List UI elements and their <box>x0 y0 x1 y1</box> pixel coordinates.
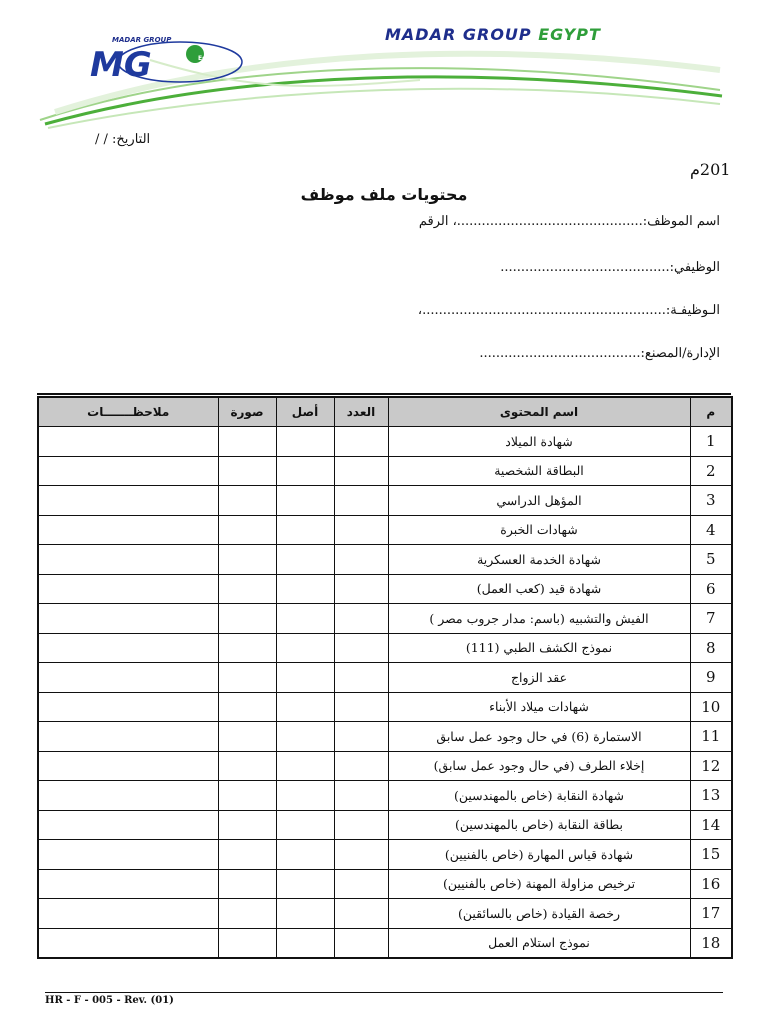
row-notes-cell[interactable] <box>38 456 218 486</box>
table-row <box>38 486 732 516</box>
employee-name-field[interactable]: اسم الموظف:.............................................، الرقم <box>418 214 720 229</box>
row-content-name: الفيش والتشبيه (باسم: مدار جروب مصر ) <box>388 604 690 634</box>
row-notes-cell[interactable] <box>38 928 218 958</box>
row-index: 11 <box>690 722 732 752</box>
row-original-cell[interactable] <box>276 663 334 693</box>
row-index: 1 <box>690 427 732 457</box>
job-field[interactable]: الـوظيفـة:...........................................................، <box>417 303 720 318</box>
row-index: 3 <box>690 486 732 516</box>
row-count-cell[interactable] <box>334 781 388 811</box>
row-original-cell[interactable] <box>276 751 334 781</box>
row-copy-cell[interactable] <box>218 928 276 958</box>
row-count-cell[interactable] <box>334 574 388 604</box>
row-notes-cell[interactable] <box>38 781 218 811</box>
row-copy-cell[interactable] <box>218 545 276 575</box>
company-name <box>385 25 601 44</box>
row-index: 6 <box>690 574 732 604</box>
col-header-content-name: اسم المحتوى <box>388 397 690 427</box>
row-original-cell[interactable] <box>276 810 334 840</box>
year-field: 201م <box>690 160 731 179</box>
row-original-cell[interactable] <box>276 574 334 604</box>
row-content-name: إخلاء الطرف (في حال وجود عمل سابق) <box>388 751 690 781</box>
row-count-cell[interactable] <box>334 486 388 516</box>
row-content-name: شهادة الخدمة العسكرية <box>388 545 690 575</box>
col-header-copy: صورة <box>218 397 276 427</box>
table-row <box>38 751 732 781</box>
row-count-cell[interactable] <box>334 456 388 486</box>
row-copy-cell[interactable] <box>218 722 276 752</box>
svg-text:Egypt: Egypt <box>198 55 218 62</box>
page-title: محتويات ملف موظف <box>300 185 468 204</box>
row-original-cell[interactable] <box>276 633 334 663</box>
row-content-name: شهادة النقابة (خاص بالمهندسين) <box>388 781 690 811</box>
table-top-rule <box>37 393 731 395</box>
row-index: 9 <box>690 663 732 693</box>
row-original-cell[interactable] <box>276 869 334 899</box>
table-row <box>38 810 732 840</box>
row-original-cell[interactable] <box>276 899 334 929</box>
table-row <box>38 722 732 752</box>
row-content-name: شهادة الميلاد <box>388 427 690 457</box>
row-count-cell[interactable] <box>334 545 388 575</box>
table-row <box>38 633 732 663</box>
row-index: 16 <box>690 869 732 899</box>
table-row <box>38 781 732 811</box>
row-original-cell[interactable] <box>276 781 334 811</box>
row-count-cell[interactable] <box>334 928 388 958</box>
letterhead <box>0 0 768 135</box>
row-original-cell[interactable] <box>276 486 334 516</box>
row-index: 5 <box>690 545 732 575</box>
row-count-cell[interactable] <box>334 604 388 634</box>
row-count-cell[interactable] <box>334 692 388 722</box>
row-count-cell[interactable] <box>334 751 388 781</box>
row-copy-cell[interactable] <box>218 899 276 929</box>
row-content-name: شهادات الخبرة <box>388 515 690 545</box>
row-count-cell[interactable] <box>334 869 388 899</box>
row-original-cell[interactable] <box>276 515 334 545</box>
row-copy-cell[interactable] <box>218 633 276 663</box>
table-row <box>38 427 732 457</box>
row-original-cell[interactable] <box>276 427 334 457</box>
table-row <box>38 869 732 899</box>
row-content-name: عقد الزواج <box>388 663 690 693</box>
row-original-cell[interactable] <box>276 928 334 958</box>
row-original-cell[interactable] <box>276 692 334 722</box>
table-row <box>38 840 732 870</box>
row-content-name: المؤهل الدراسي <box>388 486 690 516</box>
row-content-name: نموذج استلام العمل <box>388 928 690 958</box>
row-notes-cell[interactable] <box>38 840 218 870</box>
row-index: 4 <box>690 515 732 545</box>
row-count-cell[interactable] <box>334 633 388 663</box>
date-line: التاريخ: / / <box>95 132 151 147</box>
row-copy-cell[interactable] <box>218 751 276 781</box>
row-content-name: نموذج الكشف الطبي (111) <box>388 633 690 663</box>
row-copy-cell[interactable] <box>218 810 276 840</box>
table-header-row <box>38 397 732 427</box>
col-header-count: العدد <box>334 397 388 427</box>
row-content-name: البطاقة الشخصية <box>388 456 690 486</box>
row-index: 8 <box>690 633 732 663</box>
table-row <box>38 456 732 486</box>
row-copy-cell[interactable] <box>218 840 276 870</box>
row-original-cell[interactable] <box>276 840 334 870</box>
row-index: 10 <box>690 692 732 722</box>
row-notes-cell[interactable] <box>38 810 218 840</box>
form-code: HR - F - 005 - Rev. (01) <box>45 995 174 1006</box>
row-copy-cell[interactable] <box>218 604 276 634</box>
row-index: 13 <box>690 781 732 811</box>
table-row <box>38 574 732 604</box>
row-copy-cell[interactable] <box>218 486 276 516</box>
table-row <box>38 692 732 722</box>
row-notes-cell[interactable] <box>38 751 218 781</box>
row-content-name: شهادة قياس المهارة (خاص بالفنيين) <box>388 840 690 870</box>
row-content-name: شهادة قيد (كعب العمل) <box>388 574 690 604</box>
col-header-notes: ملاحظـــــــات <box>38 397 218 427</box>
table-row <box>38 604 732 634</box>
row-copy-cell[interactable] <box>218 663 276 693</box>
row-copy-cell[interactable] <box>218 515 276 545</box>
table-row <box>38 899 732 929</box>
svg-text:MG: MG <box>90 45 152 85</box>
row-notes-cell[interactable] <box>38 869 218 899</box>
row-notes-cell[interactable] <box>38 427 218 457</box>
row-notes-cell[interactable] <box>38 545 218 575</box>
row-content-name: شهادات ميلاد الأبناء <box>388 692 690 722</box>
col-header-index: م <box>690 397 732 427</box>
row-index: 14 <box>690 810 732 840</box>
row-index: 12 <box>690 751 732 781</box>
row-count-cell[interactable] <box>334 663 388 693</box>
row-count-cell[interactable] <box>334 515 388 545</box>
row-notes-cell[interactable] <box>38 692 218 722</box>
row-notes-cell[interactable] <box>38 574 218 604</box>
row-original-cell[interactable] <box>276 722 334 752</box>
row-index: 15 <box>690 840 732 870</box>
table-row <box>38 928 732 958</box>
row-count-cell[interactable] <box>334 427 388 457</box>
job-number-field[interactable]: الوظيفي:......................................... <box>500 260 720 275</box>
department-field[interactable]: الإدارة/المصنع:....................................... <box>479 346 720 361</box>
row-original-cell[interactable] <box>276 545 334 575</box>
table-row <box>38 545 732 575</box>
row-notes-cell[interactable] <box>38 633 218 663</box>
row-content-name: الاستمارة (6) في حال وجود عمل سابق <box>388 722 690 752</box>
row-count-cell[interactable] <box>334 899 388 929</box>
row-content-name: بطاقة النقابة (خاص بالمهندسين) <box>388 810 690 840</box>
brand-egypt: EGYPT <box>538 25 601 44</box>
row-notes-cell[interactable] <box>38 515 218 545</box>
table-row <box>38 515 732 545</box>
contents-table <box>37 396 731 959</box>
row-count-cell[interactable] <box>334 810 388 840</box>
row-content-name: رخصة القيادة (خاص بالسائقين) <box>388 899 690 929</box>
footer-rule <box>45 992 723 993</box>
row-count-cell[interactable] <box>334 840 388 870</box>
row-copy-cell[interactable] <box>218 574 276 604</box>
company-logo <box>90 30 218 85</box>
row-original-cell[interactable] <box>276 604 334 634</box>
row-copy-cell[interactable] <box>218 427 276 457</box>
col-header-original: أصل <box>276 397 334 427</box>
row-index: 7 <box>690 604 732 634</box>
row-notes-cell[interactable] <box>38 663 218 693</box>
row-count-cell[interactable] <box>334 722 388 752</box>
row-index: 17 <box>690 899 732 929</box>
row-copy-cell[interactable] <box>218 869 276 899</box>
row-notes-cell[interactable] <box>38 486 218 516</box>
row-notes-cell[interactable] <box>38 604 218 634</box>
svg-text:MADAR GROUP: MADAR GROUP <box>112 36 172 44</box>
row-copy-cell[interactable] <box>218 456 276 486</box>
row-copy-cell[interactable] <box>218 781 276 811</box>
table-row <box>38 663 732 693</box>
row-index: 18 <box>690 928 732 958</box>
row-content-name: ترخيص مزاولة المهنة (خاص بالفنيين) <box>388 869 690 899</box>
row-original-cell[interactable] <box>276 456 334 486</box>
row-notes-cell[interactable] <box>38 899 218 929</box>
brand-main: MADAR GROUP <box>385 25 532 44</box>
row-copy-cell[interactable] <box>218 692 276 722</box>
row-index: 2 <box>690 456 732 486</box>
row-notes-cell[interactable] <box>38 722 218 752</box>
